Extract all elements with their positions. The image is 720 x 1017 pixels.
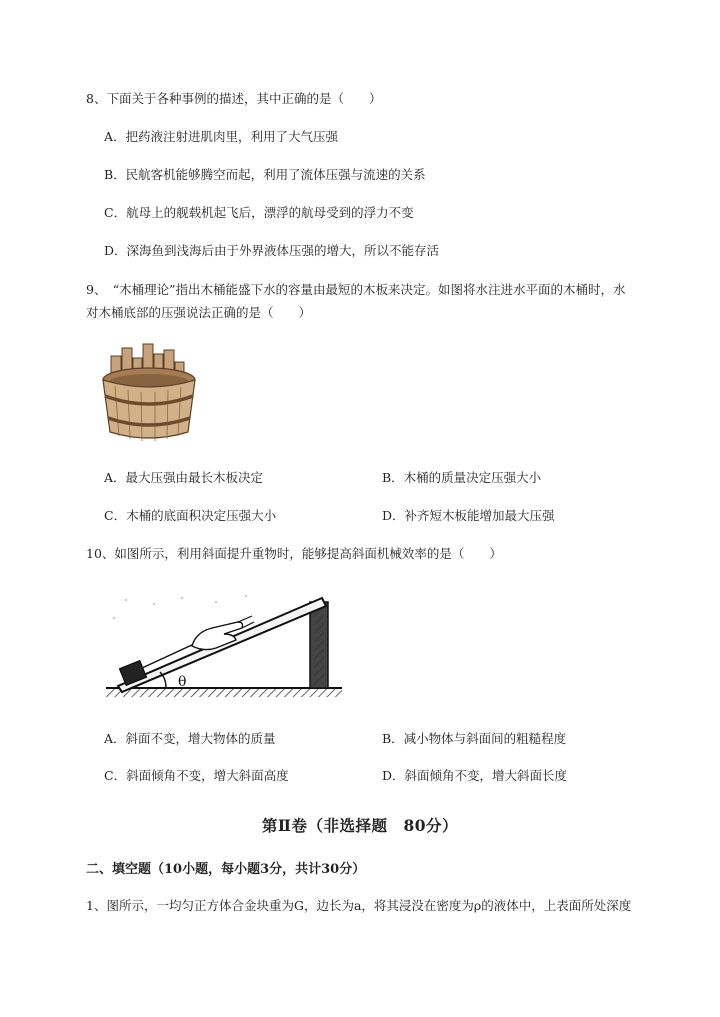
q10-option-d: D．斜面倾角不变，增大斜面长度	[382, 768, 568, 783]
q9-stem-line2: 对木桶底部的压强说法正确的是（ ）	[86, 305, 312, 320]
q8-option-c: C．航母上的舰载机起飞后，漂浮的航母受到的浮力不变	[104, 205, 414, 220]
q10-option-a: A．斜面不变，增大物体的质量	[104, 731, 276, 746]
q9-option-a: A．最大压强由最长木板决定	[104, 470, 264, 485]
part-title: 二、填空题（10小题，每小题3分，共计30分）	[86, 862, 366, 877]
q9-option-d: D．补齐短木板能增加最大压强	[382, 508, 555, 523]
q10-stem: 10、如图所示，利用斜面提升重物时，能够提高斜面机械效率的是（ ）	[86, 546, 502, 561]
section-title: 第Ⅱ卷（非选择题 80分）	[261, 816, 459, 835]
q8-stem: 8、下面关于各种事例的描述，其中正确的是（ ）	[86, 91, 382, 106]
q9-option-b: B．木桶的质量决定压强大小	[382, 470, 542, 485]
q8-option-a: A．把药液注射进肌肉里，利用了大气压强	[104, 129, 339, 144]
q10-option-b: B．减小物体与斜面间的粗糙程度	[382, 731, 567, 746]
wooden-bucket-figure	[100, 340, 200, 444]
angle-theta-label: θ	[178, 674, 187, 690]
q8-option-d: D．深海鱼到浅海后由于外界液体压强的增大，所以不能存活	[104, 243, 440, 258]
fill1-stem: 1、图所示，一均匀正方体合金块重为G，边长为a，将其浸没在密度为ρ的液体中，上表面所处深度	[86, 898, 632, 913]
q9-stem-line1: 9、 “木桶理论”指出木桶能盛下水的容量由最短的木板来决定。如图将水注进水平面的木桶时，水	[86, 282, 626, 297]
q9-option-c: C．木桶的底面积决定压强大小	[104, 508, 277, 523]
inclined-plane-figure	[96, 588, 356, 708]
q8-option-b: B．民航客机能够腾空而起，利用了流体压强与流速的关系	[104, 167, 426, 182]
q10-option-c: C．斜面倾角不变，增大斜面高度	[104, 768, 289, 783]
